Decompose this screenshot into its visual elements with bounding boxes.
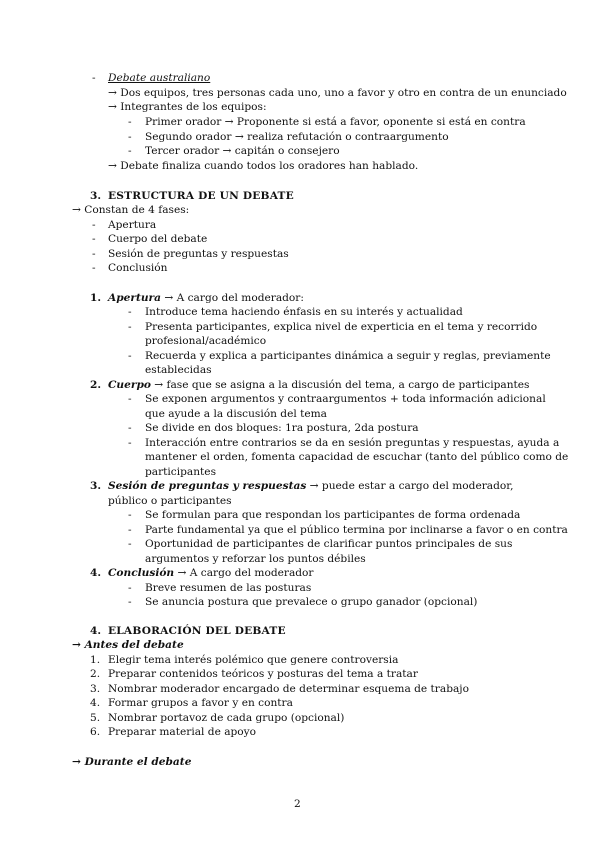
phase-item: Conclusión — [108, 262, 168, 274]
apertura-bullet-cont: profesional/académico — [145, 335, 267, 347]
bullet-dash: - — [128, 509, 132, 521]
bullet-dash: - — [128, 437, 132, 449]
section-heading: ELABORACIÓN DEL DEBATE — [108, 625, 286, 637]
bullet-dash: - — [128, 131, 132, 143]
phase-item: Cuerpo del debate — [108, 233, 208, 245]
before-debate-title: → Antes del debate — [72, 639, 184, 651]
item-number: 1. — [90, 292, 102, 304]
step-item: Elegir tema interés polémico que genere controversia — [108, 654, 399, 666]
cuerpo-bullet-cont: participantes — [145, 466, 217, 478]
speaker-item: Tercer orador → capitán o consejero — [145, 145, 340, 157]
step-number: 1. — [90, 654, 101, 666]
bullet-dash: - — [128, 538, 132, 550]
during-debate-title: → Durante el debate — [72, 756, 192, 768]
sesion-bullet-cont: argumentos y reforzar los puntos débiles — [145, 553, 366, 565]
bullet-dash: - — [128, 306, 132, 318]
bullet-dash: - — [92, 219, 96, 231]
apertura-heading: Apertura → A cargo del moderador: — [108, 292, 304, 304]
australian-debate-title: Debate australiano — [108, 72, 211, 84]
australian-line: → Dos equipos, tres personas cada uno, uno a favor y otro en contra de un enunciado — [108, 87, 567, 99]
step-number: 2. — [90, 668, 101, 680]
apertura-bullet: Presenta participantes, explica nivel de experticia en el tema y recorrido — [145, 321, 538, 333]
apertura-bullet: Introduce tema haciendo énfasis en su interés y actualidad — [145, 306, 463, 318]
cuerpo-bullet-cont: que ayude a la discusión del tema — [145, 408, 327, 420]
step-number: 6. — [90, 726, 101, 738]
cuerpo-bullet: Se exponen argumentos y contraargumentos + toda información adicional — [145, 393, 546, 405]
bullet-dash: - — [128, 321, 132, 333]
bullet-dash: - — [128, 393, 132, 405]
sesion-bullet: Oportunidad de participantes de clarificar puntos principales de sus — [145, 538, 513, 550]
conclusion-bullet: Se anuncia postura que prevalece o grupo ganador (opcional) — [145, 596, 478, 608]
bullet-dash: - — [128, 116, 132, 128]
section-number: 4. — [90, 625, 102, 637]
cuerpo-bullet: Interacción entre contrarios se da en sesión preguntas y respuestas, ayuda a — [145, 437, 560, 449]
cuerpo-bullet: Se divide en dos bloques: 1ra postura, 2da postura — [145, 422, 419, 434]
bullet-dash: - — [92, 233, 96, 245]
conclusion-bullet: Breve resumen de las posturas — [145, 582, 312, 594]
speaker-item: Primer orador → Proponente si está a favor, oponente si está en contra — [145, 116, 526, 128]
bullet-dash: - — [92, 262, 96, 274]
cuerpo-bullet-cont: mantener el orden, fomenta capacidad de escuchar (tanto del público como de — [145, 451, 569, 463]
sesion-bullet: Parte fundamental ya que el público termina por inclinarse a favor o en contra — [145, 524, 568, 536]
section-intro: → Constan de 4 fases: — [72, 204, 190, 216]
section-heading: ESTRUCTURA DE UN DEBATE — [108, 190, 294, 202]
step-item: Preparar material de apoyo — [108, 726, 257, 738]
apertura-bullet: Recuerda y explica a participantes dinámica a seguir y reglas, previamente — [145, 350, 551, 362]
australian-line: → Integrantes de los equipos: — [108, 101, 267, 113]
item-number: 3. — [90, 480, 102, 492]
australian-end-line: → Debate finaliza cuando todos los oradores han hablado. — [108, 160, 419, 172]
step-item: Nombrar moderador encargado de determinar esquema de trabajo — [108, 683, 469, 695]
bullet-dash: - — [128, 422, 132, 434]
bullet-dash: - — [92, 72, 96, 84]
apertura-bullet-cont: establecidas — [145, 364, 212, 376]
item-number: 4. — [90, 567, 102, 579]
bullet-dash: - — [128, 145, 132, 157]
step-number: 5. — [90, 712, 101, 724]
item-number: 2. — [90, 379, 102, 391]
sesion-bullet: Se formulan para que respondan los participantes de forma ordenada — [145, 509, 521, 521]
sesion-heading: Sesión de preguntas y respuestas → puede estar a cargo del moderador, — [108, 480, 514, 492]
bullet-dash: - — [128, 596, 132, 608]
section-number: 3. — [90, 190, 102, 202]
bullet-dash: - — [92, 248, 96, 260]
phase-item: Apertura — [108, 219, 157, 231]
step-item: Formar grupos a favor y en contra — [108, 697, 293, 709]
sesion-heading-cont: público o participantes — [108, 495, 232, 507]
bullet-dash: - — [128, 582, 132, 594]
step-item: Preparar contenidos teóricos y posturas del tema a tratar — [108, 668, 418, 680]
step-number: 4. — [90, 697, 101, 709]
step-item: Nombrar portavoz de cada grupo (opcional) — [108, 712, 345, 724]
cuerpo-heading: Cuerpo → fase que se asigna a la discusión del tema, a cargo de participantes — [108, 379, 530, 391]
step-number: 3. — [90, 683, 101, 695]
speaker-item: Segundo orador → realiza refutación o contraargumento — [145, 131, 449, 143]
bullet-dash: - — [128, 350, 132, 362]
conclusion-heading: Conclusión → A cargo del moderador — [108, 567, 314, 579]
phase-item: Sesión de preguntas y respuestas — [108, 248, 289, 260]
bullet-dash: - — [128, 524, 132, 536]
page-number: 2 — [294, 798, 301, 810]
